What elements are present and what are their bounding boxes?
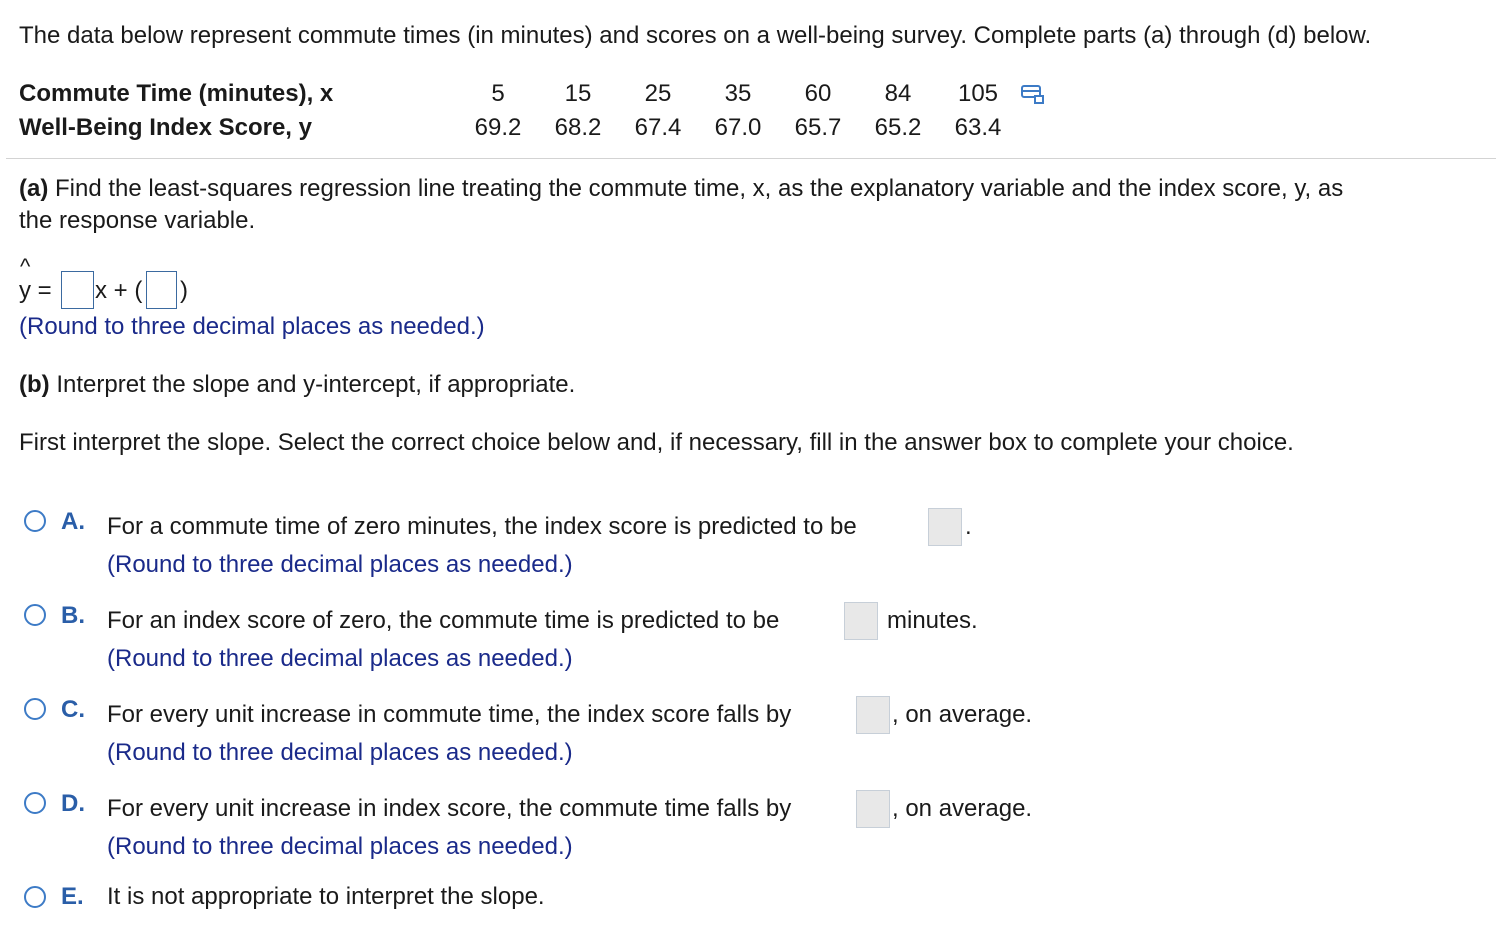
- round-note: (Round to three decimal places as needed.): [19, 313, 485, 340]
- choice-a-radio[interactable]: [24, 510, 46, 532]
- section-divider: [6, 158, 1496, 159]
- table-y-label: Well-Being Index Score, y: [19, 114, 312, 141]
- equation-y-equals: y =: [19, 277, 52, 304]
- table-y-cell: 63.4: [954, 114, 1002, 141]
- choice-a-after: .: [965, 513, 972, 540]
- choice-c-after: , on average.: [892, 701, 1033, 728]
- choice-d-text: For every unit increase in index score, the commute time falls by: [107, 795, 792, 822]
- table-y-cell: 65.2: [874, 114, 922, 141]
- choice-b-note: (Round to three decimal places as needed.): [107, 645, 573, 672]
- table-x-cell: 35: [724, 80, 752, 107]
- choice-e-radio[interactable]: [24, 886, 46, 908]
- y-hat-symbol: ^: [20, 254, 31, 279]
- table-y-cell: 67.4: [634, 114, 682, 141]
- table-y-cell: 69.2: [474, 114, 522, 141]
- choice-c-letter: C.: [61, 696, 85, 723]
- table-x-cell: 105: [957, 80, 999, 107]
- part-a-question: [19, 175, 1343, 203]
- choice-e-text: It is not appropriate to interpret the slope.: [107, 883, 545, 910]
- table-x-cell: 5: [491, 80, 505, 107]
- slope-answer-box[interactable]: [61, 271, 94, 309]
- part-b-question: [19, 371, 575, 399]
- choice-d-note: (Round to three decimal places as needed.): [107, 833, 573, 860]
- problem-intro: The data below represent commute times (in minutes) and scores on a well-being survey. Complete parts (a) through (d) below.: [19, 22, 1372, 49]
- choice-b-letter: B.: [61, 602, 85, 629]
- choice-d-letter: D.: [61, 790, 85, 817]
- part-b-instruction: First interpret the slope. Select the correct choice below and, if necessary, fill in the answer box to complete your choice.: [19, 429, 1294, 456]
- table-y-cell: 68.2: [554, 114, 602, 141]
- copy-data-icon[interactable]: [1021, 85, 1045, 105]
- part-b-label: (b): [19, 371, 50, 398]
- choice-a-note: (Round to three decimal places as needed.): [107, 551, 573, 578]
- equation-close-paren: ): [180, 277, 188, 304]
- choice-a-answer-box[interactable]: [928, 508, 962, 546]
- choice-b-after: minutes.: [887, 607, 978, 634]
- choice-a-letter: A.: [61, 508, 85, 535]
- choice-c-note: (Round to three decimal places as needed.): [107, 739, 573, 766]
- table-x-cell: 25: [644, 80, 672, 107]
- choice-d-radio[interactable]: [24, 792, 46, 814]
- table-x-label: Commute Time (minutes), x: [19, 80, 334, 107]
- table-x-cell: 15: [564, 80, 592, 107]
- intercept-answer-box[interactable]: [146, 271, 177, 309]
- choice-a-text: For a commute time of zero minutes, the index score is predicted to be: [107, 513, 857, 540]
- equation-x-plus: x + (: [95, 277, 143, 304]
- choice-b-radio[interactable]: [24, 604, 46, 626]
- choice-e-letter: E.: [61, 883, 84, 910]
- choice-d-after: , on average.: [892, 795, 1033, 822]
- choice-d-answer-box[interactable]: [856, 790, 890, 828]
- table-x-cell: 60: [804, 80, 832, 107]
- choice-c-text: For every unit increase in commute time, the index score falls by: [107, 701, 792, 728]
- part-a-text-line2: the response variable.: [19, 207, 256, 234]
- choice-c-answer-box[interactable]: [856, 696, 890, 734]
- table-y-cell: 67.0: [714, 114, 762, 141]
- table-y-cell: 65.7: [794, 114, 842, 141]
- part-a-label: (a): [19, 175, 49, 202]
- table-x-cell: 84: [884, 80, 912, 107]
- choice-c-radio[interactable]: [24, 698, 46, 720]
- part-b-text: Interpret the slope and y-intercept, if appropriate.: [49, 371, 576, 398]
- choice-b-answer-box[interactable]: [844, 602, 878, 640]
- choice-b-text: For an index score of zero, the commute time is predicted to be: [107, 607, 780, 634]
- part-a-text: Find the least-squares regression line treating the commute time, x, as the explanatory variable and the index score, y, as: [48, 175, 1344, 202]
